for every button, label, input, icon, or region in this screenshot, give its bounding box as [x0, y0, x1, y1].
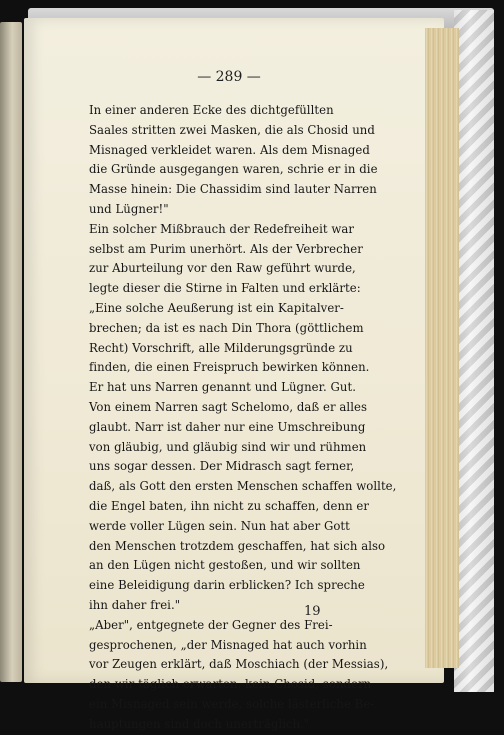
text-line: brechen; da ist es nach Din Thora (göttlichem [89, 320, 364, 335]
text-line: Er hat uns Narren genannt und Lügner. Gut. [89, 380, 356, 395]
page-number: — 289 — [197, 69, 261, 85]
text-line: Ein solcher Mißbrauch der Redefreiheit war [89, 221, 355, 236]
text-line: Masse hinein: Die Chassidim sind lauter Narren [89, 182, 377, 197]
text-line: werde voller Lügen sein. Nun hat aber Gott [89, 518, 350, 533]
text-line: Saales stritten zwei Masken, die als Chosid und [89, 122, 375, 137]
text-line: daß, als Gott den ersten Menschen schaffen wollte, [89, 479, 397, 494]
text-line: und Lügner!" [89, 201, 169, 216]
text-line: glaubt. Narr ist daher nur eine Umschreibung [89, 419, 366, 434]
text-line: legte dieser die Stirne in Falten und erklärte: [89, 281, 361, 296]
text-line: hauptungen sind doch unerträglich." [89, 716, 310, 731]
text-line: ein Misnaged sein werde, solche lästerliche Be- [89, 696, 375, 711]
text-line: „Aber", entgegnete der Gegner des Frei- [89, 617, 333, 632]
text-line: an den Lügen nicht gestoßen, und wir sollten [89, 558, 361, 573]
page-stack-edges [425, 28, 459, 668]
text-line: von gläubig, und gläubig sind wir und rühmen [89, 439, 367, 454]
text-line: eine Beleidigung darin erblicken? Ich spreche [89, 578, 365, 593]
cover-pattern [454, 10, 494, 692]
body-text [89, 101, 397, 735]
text-line: In einer anderen Ecke des dichtgefüllten [89, 103, 334, 117]
text-line: zur Aburteilung vor den Raw geführt wurde, [89, 261, 356, 276]
text-line: die Gründe ausgegangen waren, schrie er in die [89, 162, 378, 177]
previous-page-edge [0, 22, 22, 682]
text-line: „Eine solche Aeußerung ist ein Kapitalver- [89, 300, 344, 315]
text-line: finden, die einen Freispruch bewirken können. [89, 360, 370, 375]
text-line: uns sogar dessen. Der Midrasch sagt ferner, [89, 459, 355, 474]
text-line: Von einem Narren sagt Schelomo, daß er alles [89, 399, 367, 414]
text-line: vor Zeugen erklärt, daß Moschiach (der Messias), [89, 657, 389, 672]
text-line: Recht) Vorschrift, alle Milderungsgründe zu [89, 340, 353, 355]
text-line: ihn daher frei." [89, 597, 181, 612]
text-line: den Menschen trotzdem geschaffen, hat sich also [89, 538, 386, 553]
book-cover-right [454, 10, 494, 692]
text-line: den wir täglich erwarten, kein Chosid, sondern [89, 677, 372, 692]
signature-mark: 19 [304, 604, 321, 619]
text-line: die Engel baten, ihn nicht zu schaffen, denn er [89, 498, 370, 513]
text-line: gesprochenen, „der Misnaged hat auch vorhin [89, 637, 367, 652]
text-line: selbst am Purim unerhört. Als der Verbrecher [89, 241, 363, 256]
text-line: Misnaged verkleidet waren. Als dem Misnaged [89, 142, 370, 157]
